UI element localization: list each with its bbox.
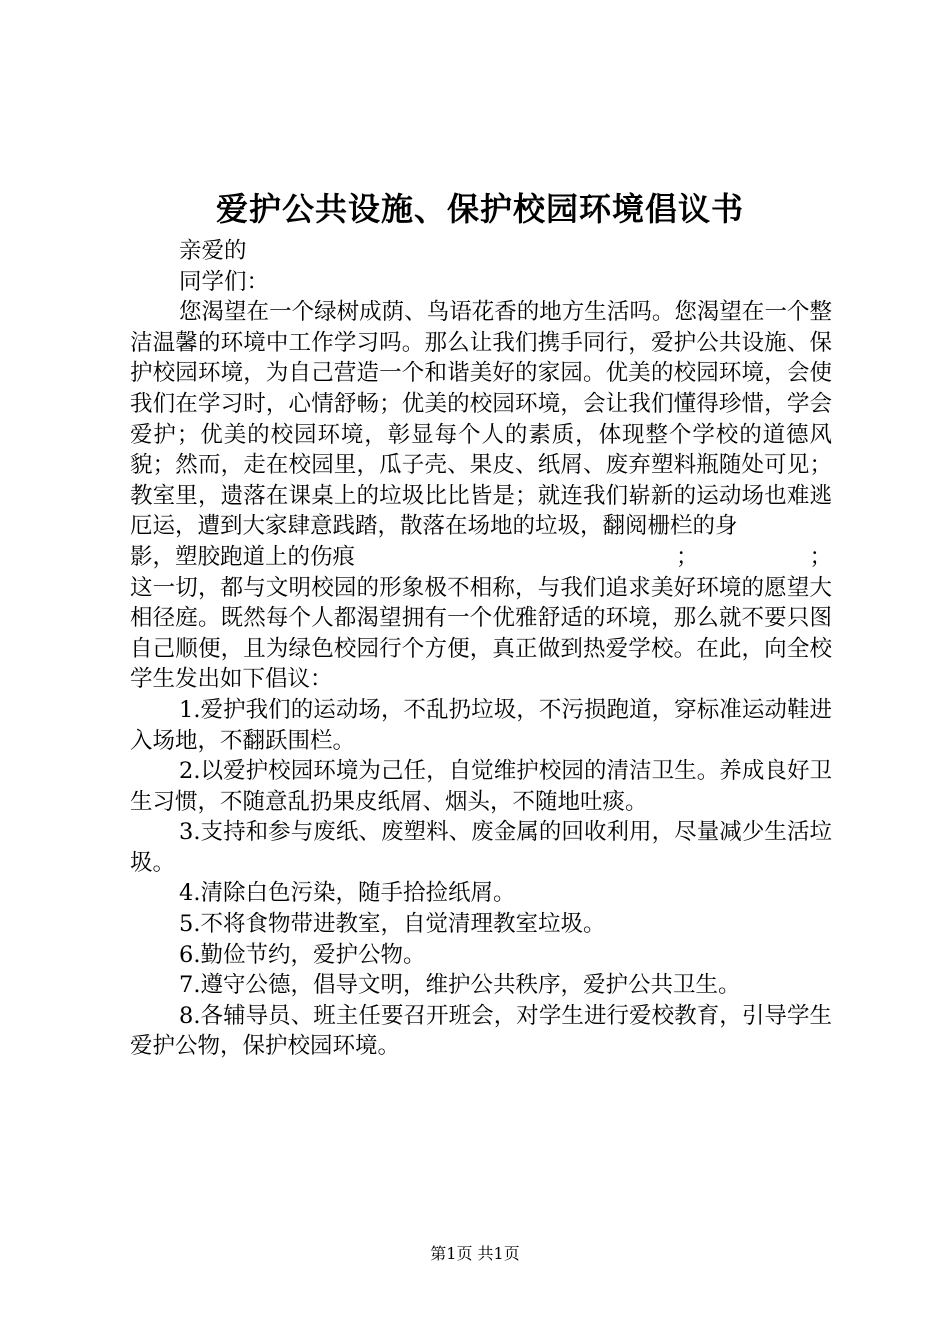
gap-line-start: 影，塑胶跑道上的伤痕 — [130, 543, 356, 570]
list-item-6: 6.勤俭节约，爱护公物。 — [179, 941, 426, 968]
salutation-line-1: 亲爱的 — [179, 238, 247, 264]
list-item-3: 3.支持和参与废纸、废塑料、废金属的回收利用，尽量减少生活垃圾。 — [130, 819, 832, 876]
paragraph-1-text: 您渴望在一个绿树成荫、鸟语花香的地方生活吗。您渴望在一个整洁温馨的环境中工作学习吗。那么让我们携手同行，爱护公共设施、保护校园环境，为自己营造一个和谐美好的家园。优美的校园环境，会使我们在学习时，心情舒畅；优美的校园环境，会让我们懂得珍惜，学会爱护；优美的校园环境，彰显每个人的素质，体现整个学校的道德风貌；然而，走在校园里，瓜子壳、果皮、纸屑、废弃塑料瓶随处可见；教室里，遗落在课桌上的垃圾比比皆是；就连我们崭新的运动场也难逃厄运，遭到大家肆意践踏，散落在场地的垃圾，翻阅栅栏的身 — [130, 299, 832, 540]
list-item-4: 4.清除白色污染，随手拾捡纸屑。 — [179, 880, 516, 907]
paragraph-1-part-2: 这一切，都与文明校园的形象极不相称，与我们追求美好环境的愿望大相径庭。既然每个人都渴望拥有一个优雅舒适的环境，那么就不要只图自己顺便，且为绿色校园行个方便，真正做到热爱学校。在此，向全校学生发出如下倡议： — [130, 574, 832, 693]
list-item-1: 1.爱护我们的运动场，不乱扔垃圾，不污损跑道，穿标准运动鞋进入场地，不翻跃围栏。 — [130, 696, 832, 754]
salutation-line-2: 同学们： — [179, 268, 270, 295]
document-body — [130, 236, 832, 1062]
list-item-7: 7.遵守公德，倡导文明，维护公共秩序，爱护公共卫生。 — [179, 972, 741, 999]
paragraph-1-gap-line — [130, 542, 832, 573]
paragraph-1-part-1 — [130, 297, 832, 542]
list-item-5: 5.不将食物带进教室，自觉清理教室垃圾。 — [179, 911, 606, 938]
gap-semicolon-2: ； — [809, 543, 832, 570]
list-item-2: 2.以爱护校园环境为己任，自觉维护校园的清洁卫生。养成良好卫生习惯，不随意乱扔果皮纸屑、烟头，不随地吐痰。 — [130, 758, 832, 815]
list-item-8: 8.各辅导员、班主任要召开班会，对学生进行爱校教育，引导学生爱护公物，保护校园环境。 — [130, 1002, 832, 1060]
document-title: 爱护公共设施、保护校园环境倡议书 — [215, 190, 744, 228]
page-footer: 第1页 共1页 — [430, 1244, 520, 1263]
gap-semicolon-1: ； — [675, 543, 699, 570]
